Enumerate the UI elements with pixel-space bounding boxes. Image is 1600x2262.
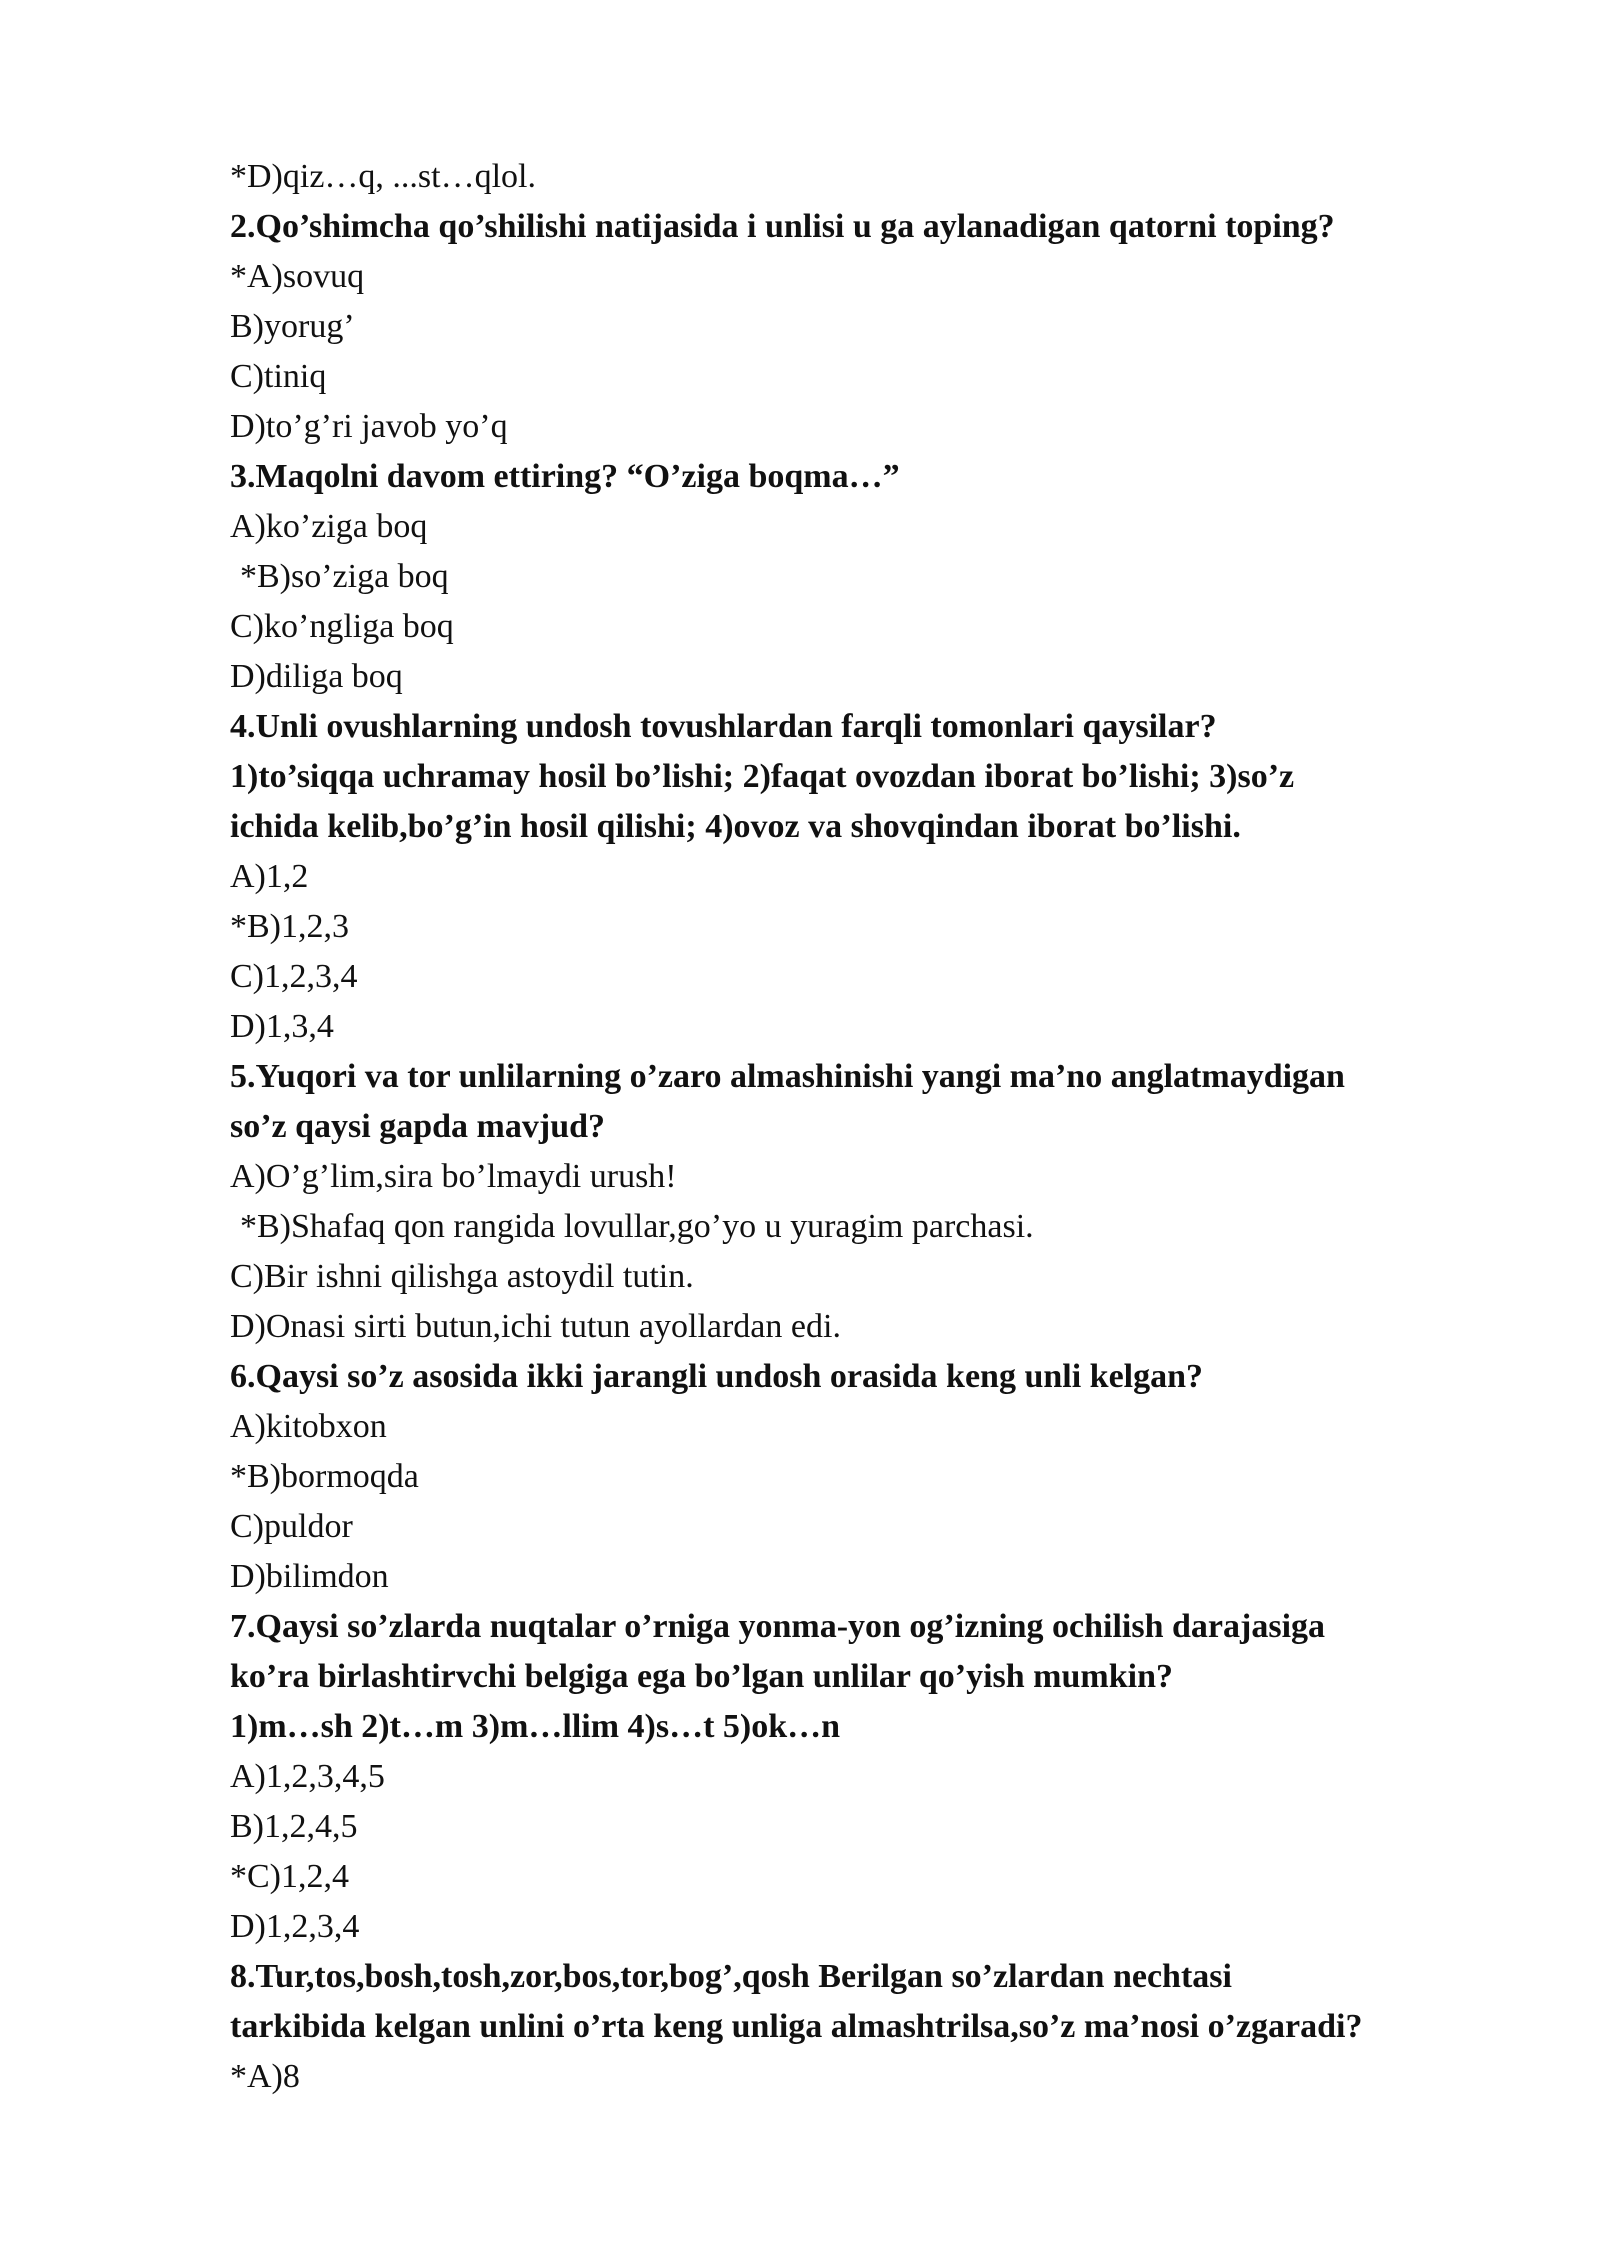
question-text: so’z qaysi gapda mavjud? (230, 1108, 606, 1145)
question-text: 7.Qaysi so’zlarda nuqtalar o’rniga yonma-yon og’izning ochilish darajasiga (230, 1608, 1326, 1645)
answer-option: D)to’g’ri javob yo’q (230, 408, 508, 445)
answer-option: *B)bormoqda (230, 1458, 419, 1495)
answer-option: C)1,2,3,4 (230, 958, 358, 995)
answer-option: *D)qiz…q, ...st…qlol. (230, 158, 536, 195)
answer-option: *C)1,2,4 (230, 1858, 349, 1895)
question-text: 4.Unli ovushlarning undosh tovushlardan farqli tomonlari qaysilar? (230, 708, 1217, 745)
answer-option: *A)8 (230, 2058, 300, 2095)
answer-option: *B)so’ziga boq (240, 558, 449, 595)
answer-option: A)1,2 (230, 858, 309, 895)
answer-option: C)puldor (230, 1508, 353, 1545)
question-text: tarkibida kelgan unlini o’rta keng unliga almashtrilsa,so’z ma’nosi o’zgaradi? (230, 2008, 1363, 2045)
answer-option: *B)1,2,3 (230, 908, 349, 945)
answer-option: B)1,2,4,5 (230, 1808, 358, 1845)
question-text: ko’ra birlashtirvchi belgiga ega bo’lgan unlilar qo’yish mumkin? (230, 1658, 1174, 1695)
answer-option: C)ko’ngliga boq (230, 608, 454, 645)
answer-option: *B)Shafaq qon rangida lovullar,go’yo u yuragim parchasi. (240, 1208, 1034, 1245)
answer-option: C)tiniq (230, 358, 327, 395)
question-text: 8.Tur,tos,bosh,tosh,zor,bos,tor,bog’,qosh Berilgan so’zlardan nechtasi (230, 1958, 1232, 1995)
question-text: 6.Qaysi so’z asosida ikki jarangli undosh orasida keng unli kelgan? (230, 1358, 1204, 1395)
answer-option: A)kitobxon (230, 1408, 387, 1445)
question-text: 5.Yuqori va tor unlilarning o’zaro almashinishi yangi ma’no anglatmaydigan (230, 1058, 1345, 1095)
answer-option: C)Bir ishni qilishga astoydil tutin. (230, 1258, 694, 1295)
answer-option: D)1,3,4 (230, 1008, 334, 1045)
answer-option: *A)sovuq (230, 258, 365, 295)
question-text: 1)m…sh 2)t…m 3)m…llim 4)s…t 5)ok…n (230, 1708, 841, 1745)
question-text: 2.Qo’shimcha qo’shilishi natijasida i unlisi u ga aylanadigan qatorni toping? (230, 208, 1335, 245)
question-text: 3.Maqolni davom ettiring? “O’ziga boqma…” (230, 458, 900, 495)
answer-option: A)ko’ziga boq (230, 508, 428, 545)
question-text: 1)to’siqqa uchramay hosil bo’lishi; 2)faqat ovozdan iborat bo’lishi; 3)so’z (230, 758, 1295, 795)
answer-option: A)1,2,3,4,5 (230, 1758, 385, 1795)
answer-option: D)bilimdon (230, 1558, 389, 1595)
document-page (230, 152, 1530, 2102)
answer-option: D)diliga boq (230, 658, 403, 695)
answer-option: B)yorug’ (230, 308, 355, 345)
question-text: ichida kelib,bo’g’in hosil qilishi; 4)ovoz va shovqindan iborat bo’lishi. (230, 808, 1241, 845)
answer-option: A)O’g’lim,sira bo’lmaydi urush! (230, 1158, 677, 1195)
answer-option: D)Onasi sirti butun,ichi tutun ayollardan edi. (230, 1308, 841, 1345)
answer-option: D)1,2,3,4 (230, 1908, 360, 1945)
